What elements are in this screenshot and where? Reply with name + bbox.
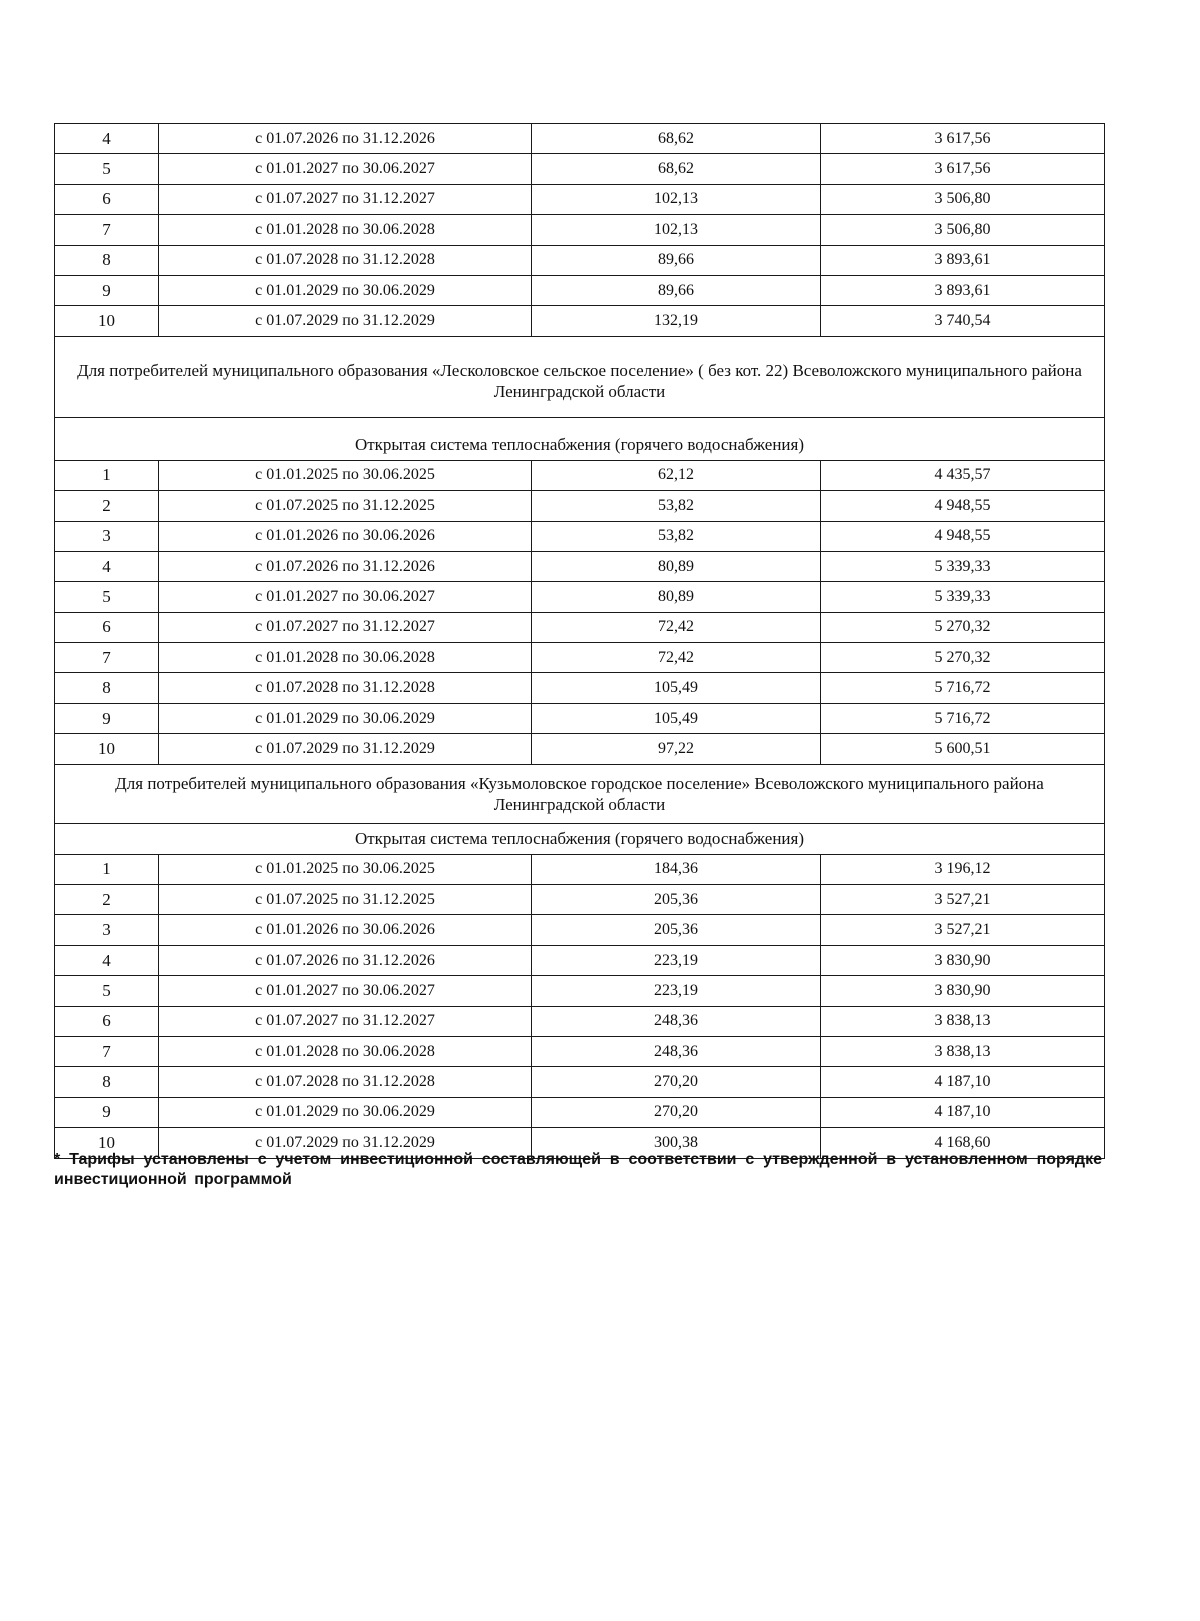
row-period: с 01.07.2025 по 31.12.2025 — [159, 885, 532, 915]
table-row — [55, 945, 1105, 975]
row-value-2: 5 270,32 — [821, 643, 1105, 673]
row-value-2: 4 948,55 — [821, 521, 1105, 551]
row-period: с 01.01.2029 по 30.06.2029 — [159, 275, 532, 305]
table-row — [55, 885, 1105, 915]
section-heading-row — [55, 764, 1105, 823]
row-number: 8 — [55, 1067, 159, 1097]
row-value-1: 102,13 — [532, 184, 821, 214]
row-value-2: 3 893,61 — [821, 275, 1105, 305]
row-period: с 01.01.2027 по 30.06.2027 — [159, 582, 532, 612]
section-heading: Для потребителей муниципального образования «Кузьмоловское городское поселение» Всеволожского муниципального района Ленинградской области — [55, 764, 1105, 823]
row-value-2: 5 716,72 — [821, 703, 1105, 733]
row-value-1: 105,49 — [532, 703, 821, 733]
table-row — [55, 915, 1105, 945]
row-value-2: 4 168,60 — [821, 1128, 1105, 1158]
row-value-1: 97,22 — [532, 734, 821, 764]
row-period: с 01.01.2025 по 30.06.2025 — [159, 854, 532, 884]
row-value-2: 3 838,13 — [821, 1006, 1105, 1036]
table-row — [55, 551, 1105, 581]
table-row — [55, 1036, 1105, 1066]
row-value-2: 5 339,33 — [821, 582, 1105, 612]
row-number: 10 — [55, 1128, 159, 1158]
row-period: с 01.07.2027 по 31.12.2027 — [159, 184, 532, 214]
row-period: с 01.01.2029 по 30.06.2029 — [159, 703, 532, 733]
row-period: с 01.07.2029 по 31.12.2029 — [159, 306, 532, 336]
row-value-2: 3 196,12 — [821, 854, 1105, 884]
table-row — [55, 124, 1105, 154]
section-subheading-row — [55, 823, 1105, 854]
row-number: 10 — [55, 734, 159, 764]
table-row — [55, 154, 1105, 184]
row-value-2: 3 893,61 — [821, 245, 1105, 275]
row-period: с 01.01.2028 по 30.06.2028 — [159, 643, 532, 673]
section-heading-row — [55, 336, 1105, 417]
row-number: 9 — [55, 703, 159, 733]
row-period: с 01.07.2029 по 31.12.2029 — [159, 734, 532, 764]
tariff-table-body — [55, 124, 1105, 1159]
row-value-1: 72,42 — [532, 643, 821, 673]
row-number: 7 — [55, 643, 159, 673]
row-period: с 01.01.2025 по 30.06.2025 — [159, 460, 532, 490]
row-period: с 01.07.2026 по 31.12.2026 — [159, 551, 532, 581]
row-value-1: 223,19 — [532, 976, 821, 1006]
row-value-2: 4 187,10 — [821, 1097, 1105, 1127]
row-period: с 01.01.2027 по 30.06.2027 — [159, 976, 532, 1006]
row-value-2: 3 617,56 — [821, 124, 1105, 154]
row-period: с 01.01.2026 по 30.06.2026 — [159, 521, 532, 551]
row-value-2: 5 716,72 — [821, 673, 1105, 703]
section-heading: Для потребителей муниципального образования «Лесколовское сельское поселение» ( без кот. 22) Всеволожского муниципального района Ленинградской области — [55, 336, 1105, 417]
section-subheading: Открытая система теплоснабжения (горячего водоснабжения) — [55, 823, 1105, 854]
row-period: с 01.01.2028 по 30.06.2028 — [159, 1036, 532, 1066]
table-row — [55, 582, 1105, 612]
table-row — [55, 1006, 1105, 1036]
footnote: * Тарифы установлены с учетом инвестиционной составляющей в соответствии с утвержденной в установленном порядке инвестиционной программой — [54, 1151, 1102, 1188]
row-period: с 01.07.2028 по 31.12.2028 — [159, 1067, 532, 1097]
row-value-2: 3 838,13 — [821, 1036, 1105, 1066]
table-row — [55, 275, 1105, 305]
row-number: 7 — [55, 1036, 159, 1066]
row-value-2: 3 617,56 — [821, 154, 1105, 184]
row-value-1: 105,49 — [532, 673, 821, 703]
row-value-1: 80,89 — [532, 582, 821, 612]
table-row — [55, 184, 1105, 214]
table-row — [55, 306, 1105, 336]
row-number: 10 — [55, 306, 159, 336]
row-value-1: 248,36 — [532, 1006, 821, 1036]
row-number: 8 — [55, 245, 159, 275]
row-value-1: 72,42 — [532, 612, 821, 642]
table-row — [55, 854, 1105, 884]
row-number: 2 — [55, 885, 159, 915]
section-subheading: Открытая система теплоснабжения (горячего водоснабжения) — [55, 417, 1105, 460]
row-number: 3 — [55, 521, 159, 551]
row-period: с 01.07.2028 по 31.12.2028 — [159, 245, 532, 275]
row-number: 4 — [55, 945, 159, 975]
row-value-1: 205,36 — [532, 885, 821, 915]
row-value-2: 3 527,21 — [821, 915, 1105, 945]
row-value-1: 205,36 — [532, 915, 821, 945]
row-number: 3 — [55, 915, 159, 945]
row-value-1: 68,62 — [532, 154, 821, 184]
table-row — [55, 976, 1105, 1006]
row-value-1: 62,12 — [532, 460, 821, 490]
row-period: с 01.07.2026 по 31.12.2026 — [159, 124, 532, 154]
row-number: 5 — [55, 976, 159, 1006]
row-number: 1 — [55, 460, 159, 490]
row-value-2: 3 506,80 — [821, 215, 1105, 245]
row-number: 6 — [55, 184, 159, 214]
row-period: с 01.01.2026 по 30.06.2026 — [159, 915, 532, 945]
row-value-1: 53,82 — [532, 491, 821, 521]
table-row — [55, 612, 1105, 642]
row-value-1: 270,20 — [532, 1067, 821, 1097]
table-row — [55, 734, 1105, 764]
row-value-1: 80,89 — [532, 551, 821, 581]
row-value-2: 5 339,33 — [821, 551, 1105, 581]
row-value-2: 4 948,55 — [821, 491, 1105, 521]
row-value-1: 270,20 — [532, 1097, 821, 1127]
row-period: с 01.01.2029 по 30.06.2029 — [159, 1097, 532, 1127]
row-period: с 01.01.2027 по 30.06.2027 — [159, 154, 532, 184]
row-value-1: 89,66 — [532, 275, 821, 305]
row-value-2: 5 270,32 — [821, 612, 1105, 642]
row-period: с 01.07.2028 по 31.12.2028 — [159, 673, 532, 703]
row-period: с 01.07.2029 по 31.12.2029 — [159, 1128, 532, 1158]
row-value-1: 132,19 — [532, 306, 821, 336]
row-value-1: 53,82 — [532, 521, 821, 551]
table-row — [55, 491, 1105, 521]
table-row — [55, 643, 1105, 673]
row-number: 1 — [55, 854, 159, 884]
row-value-2: 3 506,80 — [821, 184, 1105, 214]
row-value-2: 5 600,51 — [821, 734, 1105, 764]
row-value-2: 3 527,21 — [821, 885, 1105, 915]
row-period: с 01.07.2027 по 31.12.2027 — [159, 612, 532, 642]
row-number: 8 — [55, 673, 159, 703]
row-number: 4 — [55, 551, 159, 581]
row-number: 9 — [55, 1097, 159, 1127]
row-period: с 01.01.2028 по 30.06.2028 — [159, 215, 532, 245]
row-value-2: 4 187,10 — [821, 1067, 1105, 1097]
row-value-1: 223,19 — [532, 945, 821, 975]
row-period: с 01.07.2025 по 31.12.2025 — [159, 491, 532, 521]
row-value-2: 3 830,90 — [821, 976, 1105, 1006]
table-row — [55, 673, 1105, 703]
row-value-1: 184,36 — [532, 854, 821, 884]
row-value-2: 3 740,54 — [821, 306, 1105, 336]
row-number: 6 — [55, 1006, 159, 1036]
row-value-1: 102,13 — [532, 215, 821, 245]
row-period: с 01.07.2026 по 31.12.2026 — [159, 945, 532, 975]
row-number: 5 — [55, 154, 159, 184]
row-number: 5 — [55, 582, 159, 612]
tariff-table — [54, 123, 1105, 1159]
table-row — [55, 245, 1105, 275]
row-value-2: 3 830,90 — [821, 945, 1105, 975]
row-number: 9 — [55, 275, 159, 305]
row-number: 4 — [55, 124, 159, 154]
row-period: с 01.07.2027 по 31.12.2027 — [159, 1006, 532, 1036]
row-number: 2 — [55, 491, 159, 521]
table-row — [55, 460, 1105, 490]
table-row — [55, 703, 1105, 733]
section-subheading-row — [55, 417, 1105, 460]
row-value-1: 68,62 — [532, 124, 821, 154]
row-value-2: 4 435,57 — [821, 460, 1105, 490]
row-number: 6 — [55, 612, 159, 642]
row-value-1: 300,38 — [532, 1128, 821, 1158]
table-row — [55, 1067, 1105, 1097]
row-value-1: 248,36 — [532, 1036, 821, 1066]
table-row — [55, 1097, 1105, 1127]
row-number: 7 — [55, 215, 159, 245]
table-row — [55, 215, 1105, 245]
table-row — [55, 521, 1105, 551]
row-value-1: 89,66 — [532, 245, 821, 275]
